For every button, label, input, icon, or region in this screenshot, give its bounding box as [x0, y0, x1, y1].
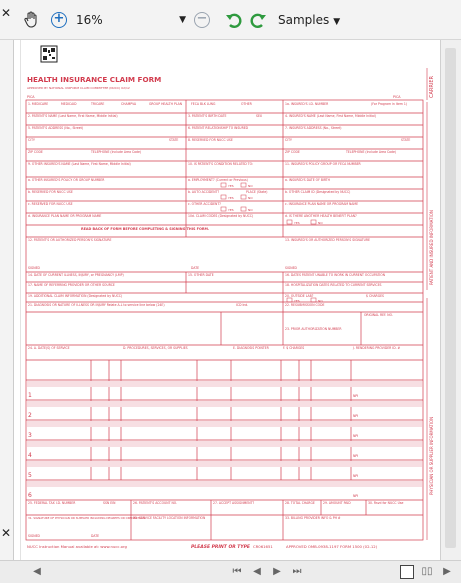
box31-label: 31. SIGNATURE OF PHYSICIAN OR SUPPLIER INCLUDING DEGREES OR CREDENTIALS: [28, 516, 146, 520]
box24a-label: 24. A. DATE(S) OF SERVICE: [28, 346, 70, 350]
place-state-label: PLACE (State): [246, 190, 268, 194]
physician-side-label: PHYSICIAN OR SUPPLIER INFORMATION: [429, 416, 434, 495]
insured-telephone-label: TELEPHONE (Include Area Code): [346, 150, 397, 154]
line-number: 5: [28, 472, 32, 479]
box9-label: 9. OTHER INSURED'S NAME (Last Name, First Name, Middle Initial): [28, 162, 131, 166]
box16-label: 16. DATES PATIENT UNABLE TO WORK IN CURRENT OCCUPATION: [285, 273, 386, 277]
line-number: 2: [28, 412, 32, 419]
npi-label: NPI: [353, 474, 359, 478]
scrollbar-thumb[interactable]: [445, 48, 456, 548]
last-page-icon[interactable]: ⏭: [292, 566, 302, 577]
box30-label: 30. Rsvd for NUCC Use: [368, 501, 404, 505]
box12-signed: SIGNED: [28, 266, 40, 270]
zip-label: ZIP CODE: [28, 150, 43, 154]
patient-side-label: PATIENT AND INSURED INFORMATION: [429, 210, 434, 285]
close-icon[interactable]: ✕: [0, 6, 12, 20]
box3-label: 3. PATIENT'S BIRTH DATE: [188, 114, 227, 118]
box1-feca: FECA BLK LUNG: [191, 102, 216, 106]
icd-ind-label: ICD Ind.: [236, 303, 249, 307]
first-page-icon[interactable]: ⏮: [232, 566, 242, 577]
form-approved: APPROVED BY NATIONAL UNIFORM CLAIM COMMITTEE (NUCC) 02/12: [27, 86, 130, 90]
box11-label: 11. INSURED'S POLICY GROUP OR FECA NUMBER: [285, 162, 361, 166]
samples-dropdown[interactable]: [278, 11, 348, 29]
box17-label: 17. NAME OF REFERRING PROVIDER OR OTHER SOURCE: [28, 283, 115, 287]
cms1500-form: [21, 40, 436, 560]
box31-date: DATE: [91, 534, 100, 538]
zoom-in-icon[interactable]: +: [51, 12, 67, 28]
box24e-label: E. DIAGNOSIS POINTER: [233, 346, 269, 350]
box4-label: 4. INSURED'S NAME (Last Name, First Name, Middle Initial): [285, 114, 376, 118]
vertical-scrollbar[interactable]: [440, 40, 461, 560]
pica-right: PICA: [393, 95, 401, 99]
box31-signed: SIGNED: [28, 534, 40, 538]
no-label: NO: [248, 208, 253, 212]
box6-label: 6. PATIENT RELATIONSHIP TO INSURED: [188, 126, 249, 130]
read-back-notice: READ BACK OF FORM BEFORE COMPLETING & SIGNING THIS FORM.: [81, 227, 210, 231]
box29-label: 29. AMOUNT PAID: [323, 501, 351, 505]
yes-label: YES: [294, 299, 300, 303]
yes-label: YES: [228, 208, 234, 212]
toolbar: [0, 0, 461, 40]
box26-label: 26. PATIENT'S ACCOUNT NO.: [133, 501, 178, 505]
footer-right: APPROVED OMB-0938-1197 FORM 1500 (02-12): [286, 544, 378, 549]
single-page-view-icon[interactable]: [400, 565, 414, 579]
box13-signed: SIGNED: [285, 266, 297, 270]
yes-label: YES: [294, 221, 300, 225]
samples-label: Samples: [278, 13, 330, 27]
box22-label: 22. RESUBMISSION CODE: [285, 303, 325, 307]
box11d-label: d. IS THERE ANOTHER HEALTH BENEFIT PLAN?: [285, 214, 357, 218]
box7-label: 7. INSURED'S ADDRESS (No., Street): [285, 126, 342, 130]
box2-label: 2. PATIENT'S NAME (Last Name, First Name, Middle Initial): [28, 114, 118, 118]
scroll-left-icon[interactable]: ◀: [33, 566, 41, 577]
npi-label: NPI: [353, 394, 359, 398]
insured-city-label: CITY: [285, 138, 292, 142]
box25-label: 25. FEDERAL TAX I.D. NUMBER: [28, 501, 76, 505]
line-number: 3: [28, 432, 32, 439]
line-number: 6: [28, 492, 32, 499]
no-label: NO: [248, 196, 253, 200]
box8-label: 8. RESERVED FOR NUCC USE: [188, 138, 233, 142]
box1a-label: 1a. INSURED'S I.D. NUMBER: [285, 102, 329, 106]
box1-medicaid: MEDICAID: [61, 102, 77, 106]
rotate-right-icon[interactable]: [248, 10, 268, 30]
carrier-label: CARRIER: [429, 76, 435, 98]
box9d-label: d. INSURANCE PLAN NAME OR PROGRAM NAME: [28, 214, 102, 218]
two-page-view-icon[interactable]: ▯▯: [421, 566, 433, 577]
box3-sex: SEX: [256, 114, 263, 118]
box1-champva: CHAMPVA: [121, 102, 137, 106]
document-page: [20, 40, 435, 560]
box9a-label: a. OTHER INSURED'S POLICY OR GROUP NUMBER: [28, 178, 105, 182]
npi-label: NPI: [353, 454, 359, 458]
insured-state-label: STATE: [401, 138, 411, 142]
box15-label: 15. OTHER DATE: [188, 273, 214, 277]
close-panel-icon[interactable]: ✕: [0, 526, 12, 540]
box19-label: 19. ADDITIONAL CLAIM INFORMATION (Designated by NUCC): [28, 294, 123, 298]
box11b-label: b. OTHER CLAIM ID (Designated by NUCC): [285, 190, 351, 194]
insured-zip-label: ZIP CODE: [285, 150, 300, 154]
box10c-label: c. OTHER ACCIDENT?: [188, 202, 221, 206]
npi-label: NPI: [353, 494, 359, 498]
form-title: HEALTH INSURANCE CLAIM FORM: [27, 75, 162, 84]
box10-label: 10. IS PATIENT'S CONDITION RELATED TO:: [188, 162, 254, 166]
prev-page-icon[interactable]: ◀: [253, 566, 261, 577]
footer-mid: PLEASE PRINT OR TYPE: [191, 545, 251, 550]
footer-code: CR061651: [253, 544, 273, 549]
bottom-toolbar: [0, 560, 461, 583]
npi-label: NPI: [353, 434, 359, 438]
box24d-label: D. PROCEDURES, SERVICES, OR SUPPLIES: [123, 346, 188, 350]
city-label: CITY: [28, 138, 35, 142]
scroll-right-icon[interactable]: ▶: [443, 566, 451, 577]
box1a-note: (For Program in Item 1): [371, 102, 408, 106]
original-ref-label: ORIGINAL REF. NO.: [364, 313, 393, 317]
box20-label: 20. OUTSIDE LAB?: [285, 294, 314, 298]
telephone-label: TELEPHONE (Include Area Code): [91, 150, 142, 154]
box18-label: 18. HOSPITALIZATION DATES RELATED TO CURRENT SERVICES: [285, 283, 382, 287]
box12-label: 12. PATIENT'S OR AUTHORIZED PERSON'S SIGNATURE: [28, 238, 112, 242]
box20-charges: $ CHARGES: [366, 294, 385, 298]
box28-label: 28. TOTAL CHARGE: [285, 501, 315, 505]
box32-label: 32. SERVICE FACILITY LOCATION INFORMATION: [133, 516, 206, 520]
box1-other: OTHER: [241, 102, 252, 106]
chevron-down-icon: ▼: [333, 17, 341, 27]
box1-label: 1. MEDICARE: [28, 102, 49, 106]
line-number: 4: [28, 452, 32, 459]
box23-label: 23. PRIOR AUTHORIZATION NUMBER: [285, 327, 342, 331]
box11a-label: a. INSURED'S DATE OF BIRTH: [285, 178, 331, 182]
no-label: NO: [318, 299, 323, 303]
rotate-left-icon[interactable]: [224, 10, 244, 30]
footer-left: NUCC Instruction Manual available at: www.nucc.org: [27, 544, 127, 549]
box1-tricare: TRICARE: [91, 102, 105, 106]
chevron-down-icon: ▼: [179, 15, 186, 25]
service-line-shading: [27, 381, 422, 487]
ssn-ein-label: SSN EIN: [103, 501, 116, 505]
box10a-label: a. EMPLOYMENT? (Current or Previous): [188, 178, 248, 182]
no-label: NO: [318, 221, 323, 225]
box27-label: 27. ACCEPT ASSIGNMENT?: [213, 501, 255, 505]
box9b-label: b. RESERVED FOR NUCC USE: [28, 190, 73, 194]
qr-code: [41, 46, 57, 62]
box24j-label: J. RENDERING PROVIDER ID. #: [353, 346, 401, 350]
pica-left: PICA: [27, 95, 35, 99]
hand-tool-icon[interactable]: [22, 10, 42, 30]
next-page-icon[interactable]: ▶: [273, 566, 281, 577]
line-number: 1: [28, 392, 32, 399]
left-panel-gutter: [0, 40, 14, 560]
box10d-label: 10d. CLAIM CODES (Designated by NUCC): [188, 214, 254, 218]
box9c-label: c. RESERVED FOR NUCC USE: [28, 202, 73, 206]
yes-label: YES: [228, 196, 234, 200]
zoom-select[interactable]: [76, 11, 188, 29]
box14-label: 14. DATE OF CURRENT ILLNESS, INJURY, or PREGNANCY (LMP): [28, 273, 124, 277]
box33-label: 33. BILLING PROVIDER INFO & PH #: [285, 516, 341, 520]
zoom-out-icon[interactable]: −: [194, 12, 210, 28]
no-label: NO: [248, 184, 253, 188]
box10b-label: b. AUTO ACCIDENT?: [188, 190, 220, 194]
box11c-label: c. INSURANCE PLAN NAME OR PROGRAM NAME: [285, 202, 359, 206]
box13-label: 13. INSURED'S OR AUTHORIZED PERSON'S SIGNATURE: [285, 238, 370, 242]
box1-group: GROUP HEALTH PLAN: [149, 102, 183, 106]
box21-label: 21. DIAGNOSIS OR NATURE OF ILLNESS OR INJURY Relate A-L to service line below (24E): [28, 303, 165, 307]
zoom-value: 16%: [76, 13, 103, 27]
state-label: STATE: [169, 138, 179, 142]
box12-date: DATE: [191, 266, 200, 270]
box24f-label: F. $ CHARGES: [283, 346, 305, 350]
yes-label: YES: [228, 184, 234, 188]
form-grid: [26, 100, 423, 540]
npi-label: NPI: [353, 414, 359, 418]
box5-label: 5. PATIENT'S ADDRESS (No., Street): [28, 126, 84, 130]
